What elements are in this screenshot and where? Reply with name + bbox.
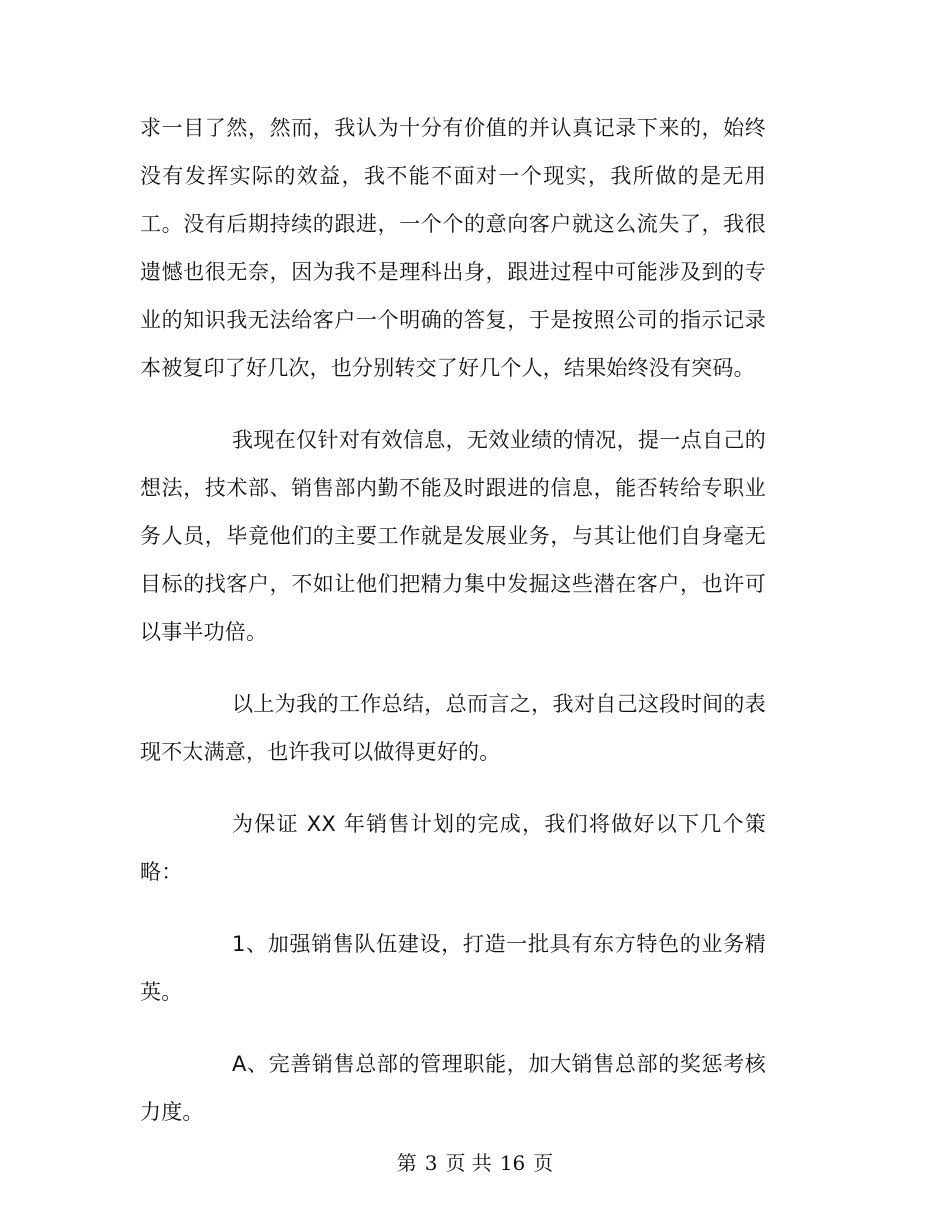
document-body [140, 104, 766, 1136]
paragraph-1: 求一目了然，然而，我认为十分有价值的并认真记录下来的，始终没有发挥实际的效益，我不能不面对一个现实，我所做的是无用工。没有后期持续的跟进，一个个的意向客户就这么流失了，我很遗憾也很无奈，因为我不是理科出身，跟进过程中可能涉及到的专业的知识我无法给客户一个明确的答复，于是按照公司的指示记录本被复印了好几次，也分别转交了好几个人，结果始终没有突码。 [140, 116, 766, 380]
page-footer [0, 1148, 950, 1178]
paragraph-3: 以上为我的工作总结，总而言之，我对自己这段时间的表现不太满意，也许我可以做得更好的。 [140, 692, 766, 764]
paragraph-4: 为保证 XX 年销售计划的完成，我们将做好以下几个策略： [140, 812, 766, 884]
footer-total-pages: 16 [499, 1151, 526, 1175]
paragraph-2: 我现在仅针对有效信息，无效业绩的情况，提一点自己的想法，技术部、销售部内勤不能及时跟进的信息，能否转给专职业务人员，毕竟他们的主要工作就是发展业务，与其让他们自身毫无目标的找客户，不如让他们把精力集中发掘这些潜在客户，也许可以事半功倍。 [140, 428, 766, 644]
footer-current-page: 3 [424, 1151, 438, 1175]
paragraph-5: 1、加强销售队伍建设，打造一批具有东方特色的业务精英。 [140, 932, 766, 1004]
footer-suffix: 页 [533, 1151, 554, 1175]
footer-middle: 页 共 [445, 1151, 492, 1175]
footer-prefix: 第 [396, 1151, 417, 1175]
paragraph-6: A、完善销售总部的管理职能，加大销售总部的奖惩考核力度。 [140, 1052, 766, 1124]
